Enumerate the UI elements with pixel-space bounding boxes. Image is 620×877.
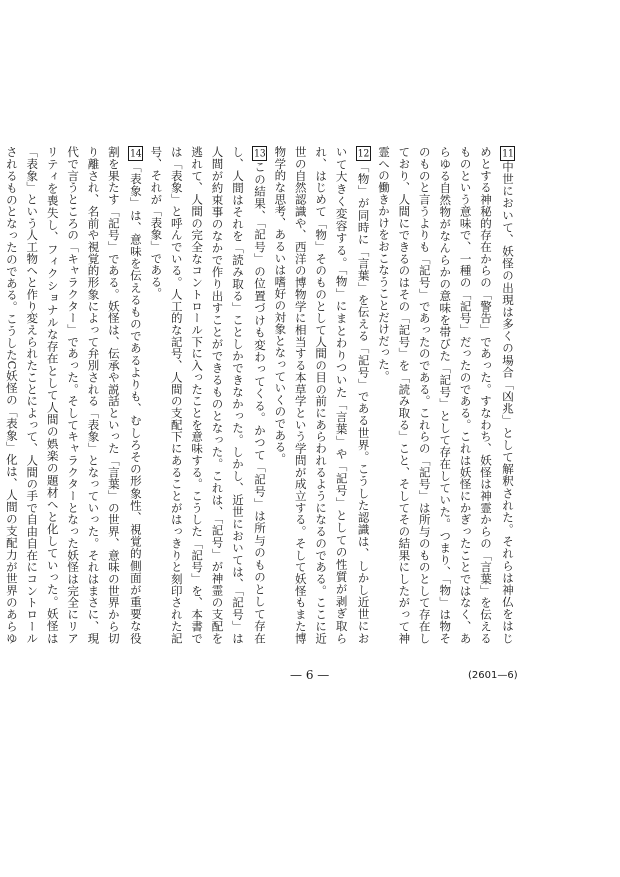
paragraph-number: 13 bbox=[252, 146, 267, 161]
paragraph-text: 「表象」は、意味を伝えるものであるよりも、むしろその形象性、視覚的側面が重要な役割を果たす「記号」である。妖怪は、伝承や説話といった「言葉」の世界、意味の世界から切り離され、名前や視覚的形象によって弁別される「表象」となっていった。それはまさに、現代で言うところの「キャラクター」であった。そしてキャラクターとなった妖怪は完全にリアリティを喪失し、フィクショナルな存在として人間の娯楽の題材へと化していった。妖怪は「表象」という人工物へと作り変えられたことによって、人間の手で自由自在にコントロールされるものとなったのである。こうしたC妖怪の「表象」化は、人間の支配力が世界のあらゆ bbox=[4, 146, 143, 644]
paragraph-13 bbox=[146, 146, 270, 644]
paragraph-number: 11 bbox=[500, 146, 515, 161]
paragraph-text: 「物」が同時に「言葉」を伝える「記号」である世界。こうした認識は、しかし近世において大きく変容する。「物」にまとわりついた「言葉」や「記号」としての性質が剥ぎ取られ、はじめて「物」そのものとして人間の目の前にあらわれるようになるのである。ここに近世の自然認識や、西洋の博物学に相当する本草学という学問が成立する。そして妖怪もまた博物学的な思考、あるいは嗜好の対象となっていくのである。 bbox=[273, 146, 371, 644]
page-code: (2601—6) bbox=[468, 670, 518, 681]
page-number: — 6 — bbox=[290, 668, 330, 682]
body-text bbox=[4, 146, 518, 644]
paragraph-number: 12 bbox=[356, 146, 371, 161]
paragraph-12 bbox=[270, 146, 374, 644]
paragraph-text: 中世において、妖怪の出現は多くの場合「凶兆」として解釈された。それらは神仏をはじめとする神秘的存在からの「警告」であった。すなわち、妖怪は神霊からの「言葉」を伝えるものという意味で、一種の「記号」だったのである。これは妖怪にかぎったことではなく、あらゆる自然物がなんらかの意味を帯びた「記号」として存在していた。つまり、「物」は物そのものと言うよりも「記号」であったのである。これらの「記号」は所与のものとして存在しており、人間にできるのはその「記号」を「読み取る」こと、そしてその結果にしたがって神霊への働きかけをおこなうことだけだった。 bbox=[376, 146, 515, 644]
paragraph-14 bbox=[0, 146, 146, 644]
paragraph-text: この結果、「記号」の位置づけも変わってくる。かつて「記号」は所与のものとして存在し、人間はそれを「読み取る」ことしかできなかった。しかし、近世においては、「記号」は人間が約束事のなかで作り出すことができるものとなった。これは、「記号」が神霊の支配を逃れて、人間の完全なコントロール下に入ったことを意味する。こうした「記号」を、本書では「表象」と呼んでいる。人工的な記号、人間の支配下にあることがはっきりと刻印された記号、それが「表象」である。 bbox=[149, 146, 267, 644]
paragraph-11 bbox=[374, 146, 518, 644]
paragraph-number: 14 bbox=[128, 146, 143, 161]
